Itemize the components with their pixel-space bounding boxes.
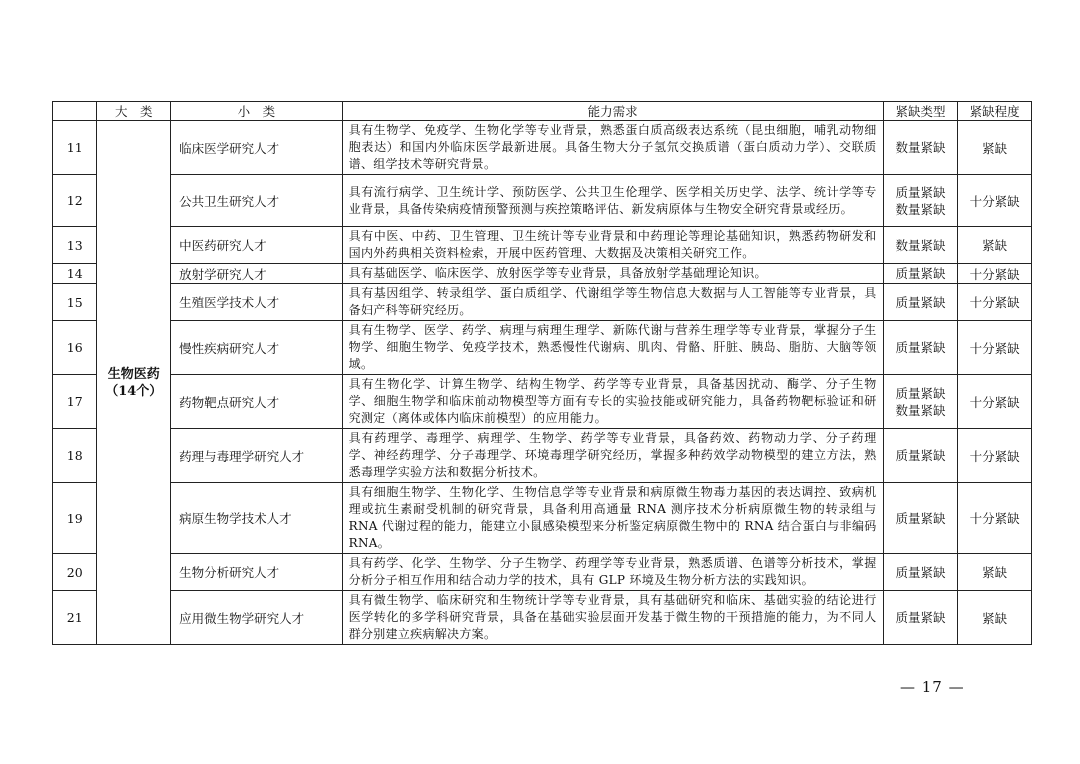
shortage-type-cell: 质量紧缺 数量紧缺	[883, 175, 958, 227]
row-number: 15	[53, 284, 97, 321]
row-number: 12	[53, 175, 97, 227]
shortage-type-cell: 质量紧缺	[883, 554, 958, 591]
requirement-cell: 具有基础医学、临床医学、放射医学等专业背景，具备放射学基础理论知识。	[342, 264, 883, 284]
shortage-degree-cell: 十分紧缺	[958, 264, 1032, 284]
table-row	[53, 284, 1032, 321]
subcategory-cell: 放射学研究人才	[171, 264, 343, 284]
shortage-type-cell: 质量紧缺	[883, 483, 958, 554]
shortage-type-cell: 质量紧缺	[883, 264, 958, 284]
requirement-cell: 具有药理学、毒理学、病理学、生物学、药学等专业背景，具备药效、药物动力学、分子药理学、神经药理学、分子毒理学、环境毒理学研究经历，掌握多种药效学动物模型的建立方法，熟悉毒理学实验方法和数据分析技术。	[342, 429, 883, 483]
subcategory-cell: 生殖医学技术人才	[171, 284, 343, 321]
requirement-cell: 具有中医、中药、卫生管理、卫生统计等专业背景和中药理论等理论基础知识，熟悉药物研发和国内外药典相关资料检索，开展中医药管理、大数据及决策相关研究工作。	[342, 227, 883, 264]
talent-shortage-table	[52, 101, 1032, 645]
category-cell	[97, 121, 171, 645]
shortage-degree-cell: 紧缺	[958, 591, 1032, 645]
table-row	[53, 429, 1032, 483]
table-row	[53, 264, 1032, 284]
requirement-cell: 具有生物学、医学、药学、病理与病理生理学、新陈代谢与营养生理学等专业背景，掌握分子生物学、细胞生物学、免疫学技术，熟悉慢性代谢病、肌肉、骨骼、肝脏、胰岛、脂肪、大脑等领域。	[342, 321, 883, 375]
shortage-type-cell: 质量紧缺	[883, 284, 958, 321]
shortage-type-cell: 质量紧缺 数量紧缺	[883, 375, 958, 429]
requirement-cell: 具有药学、化学、生物学、分子生物学、药理学等专业背景，熟悉质谱、色谱等分析技术，掌握分析分子相互作用和结合动力学的技术，具有 GLP 环境及生物分析方法的实践知识。	[342, 554, 883, 591]
row-number: 18	[53, 429, 97, 483]
shortage-degree-cell: 紧缺	[958, 121, 1032, 175]
table-row	[53, 121, 1032, 175]
subcategory-cell: 药理与毒理学研究人才	[171, 429, 343, 483]
shortage-degree-cell: 紧缺	[958, 227, 1032, 264]
shortage-degree-cell: 十分紧缺	[958, 375, 1032, 429]
shortage-type-cell: 质量紧缺	[883, 429, 958, 483]
shortage-degree-cell: 十分紧缺	[958, 321, 1032, 375]
table-row	[53, 321, 1032, 375]
table-row	[53, 554, 1032, 591]
requirement-cell: 具有生物学、免疫学、生物化学等专业背景，熟悉蛋白质高级表达系统（昆虫细胞，哺乳动物细胞表达）和国内外临床医学最新进展。具备生物大分子氢氘交换质谱（蛋白质动力学）、交联质谱、组学技术等研究背景。	[342, 121, 883, 175]
row-number: 17	[53, 375, 97, 429]
subcategory-cell: 病原生物学技术人才	[171, 483, 343, 554]
header-index	[53, 102, 97, 121]
subcategory-cell: 慢性疾病研究人才	[171, 321, 343, 375]
subcategory-cell: 应用微生物学研究人才	[171, 591, 343, 645]
shortage-degree-cell: 十分紧缺	[958, 284, 1032, 321]
shortage-degree-cell: 十分紧缺	[958, 483, 1032, 554]
shortage-degree-cell: 十分紧缺	[958, 175, 1032, 227]
row-number: 21	[53, 591, 97, 645]
header-shortage-degree: 紧缺程度	[958, 102, 1032, 121]
requirement-cell: 具有微生物学、临床研究和生物统计学等专业背景，具有基础研究和临床、基础实验的结论进行医学转化的多学科研究背景，具备在基础实验层面开发基于微生物的干预措施的能力，为不同人群分别建立疾病解决方案。	[342, 591, 883, 645]
subcategory-cell: 生物分析研究人才	[171, 554, 343, 591]
row-number: 11	[53, 121, 97, 175]
subcategory-cell: 临床医学研究人才	[171, 121, 343, 175]
page-number: — 17 —	[900, 678, 965, 696]
table-row	[53, 375, 1032, 429]
shortage-type-cell: 质量紧缺	[883, 321, 958, 375]
table-row	[53, 591, 1032, 645]
requirement-cell: 具有流行病学、卫生统计学、预防医学、公共卫生伦理学、医学相关历史学、法学、统计学等专业背景，具备传染病疫情预警预测与疾控策略评估、新发病原体与生物安全研究背景或经历。	[342, 175, 883, 227]
shortage-degree-cell: 紧缺	[958, 554, 1032, 591]
row-number: 14	[53, 264, 97, 284]
shortage-type-cell: 数量紧缺	[883, 227, 958, 264]
table-row	[53, 175, 1032, 227]
subcategory-cell: 公共卫生研究人才	[171, 175, 343, 227]
shortage-type-cell: 质量紧缺	[883, 591, 958, 645]
requirement-cell: 具有细胞生物学、生物化学、生物信息学等专业背景和病原微生物毒力基因的表达调控、致病机理或抗生素耐受机制的研究背景，具备利用高通量 RNA 测序技术分析病原微生物的转录组与 RNA 代谢过程的能力，能建立小鼠感染模型来分析鉴定病原微生物中的 RNA 结合蛋白与非编码 RNA。	[342, 483, 883, 554]
category-count: （14个）	[105, 383, 163, 399]
row-number: 13	[53, 227, 97, 264]
shortage-degree-cell: 十分紧缺	[958, 429, 1032, 483]
table-body	[53, 121, 1032, 645]
row-number: 19	[53, 483, 97, 554]
requirement-cell: 具有基因组学、转录组学、蛋白质组学、代谢组学等生物信息大数据与人工智能等专业背景，具备妇产科等研究经历。	[342, 284, 883, 321]
table-row	[53, 483, 1032, 554]
subcategory-cell: 中医药研究人才	[171, 227, 343, 264]
header-shortage-type: 紧缺类型	[883, 102, 958, 121]
shortage-type-cell: 数量紧缺	[883, 121, 958, 175]
category-label: 生物医药	[107, 366, 160, 382]
header-subcategory: 小 类	[171, 102, 343, 121]
requirement-cell: 具有生物化学、计算生物学、结构生物学、药学等专业背景，具备基因扰动、酶学、分子生物学、细胞生物学和临床前动物模型等方面有专长的实验技能或研究能力，具备药物靶标验证和研究测定（离体或体内临床前模型）的应用能力。	[342, 375, 883, 429]
subcategory-cell: 药物靶点研究人才	[171, 375, 343, 429]
table-row	[53, 227, 1032, 264]
table-header-row	[53, 102, 1032, 121]
row-number: 20	[53, 554, 97, 591]
header-category: 大 类	[97, 102, 171, 121]
row-number: 16	[53, 321, 97, 375]
header-requirement: 能力需求	[342, 102, 883, 121]
